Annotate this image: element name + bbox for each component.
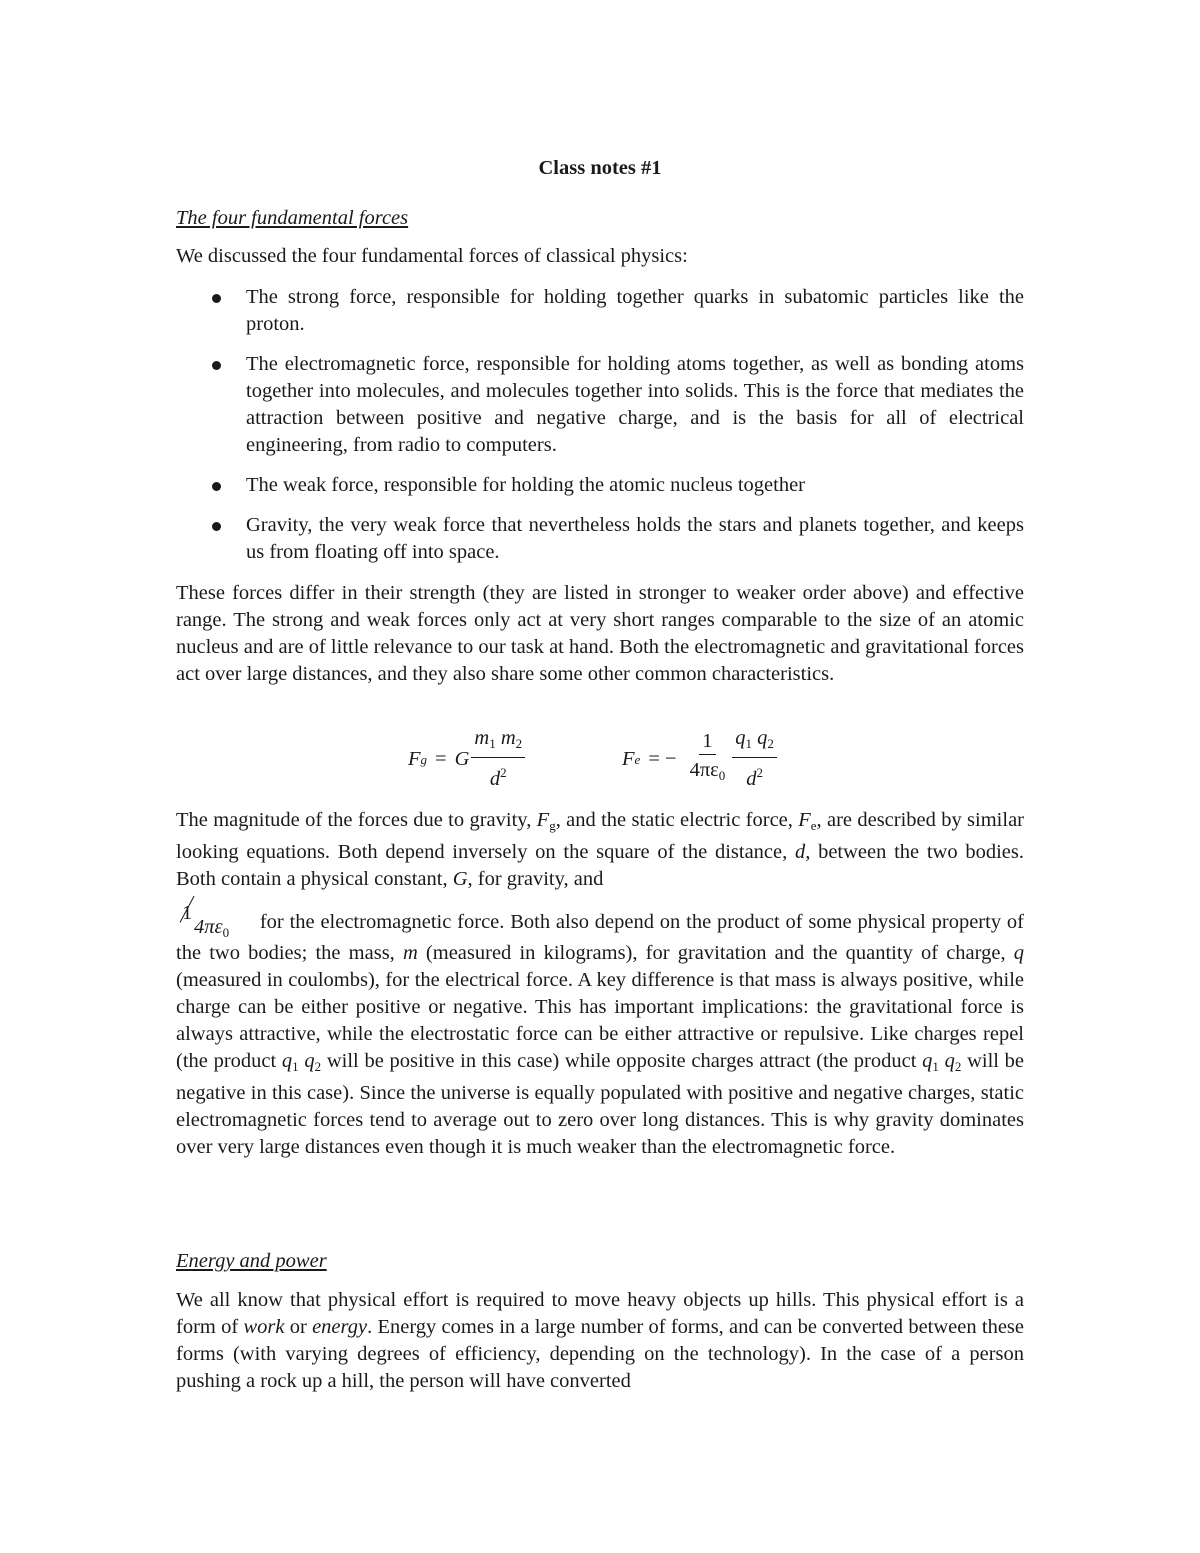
inverse-4pi-epsilon-fraction: 1 $4\pi\varepsilon_0$ [176,906,254,940]
bullet-icon [212,294,221,303]
section-heading-energy: Energy and power [176,1250,327,1272]
bullet-icon [212,361,221,370]
list-item: The weak force, responsible for holding the atomic nucleus together [176,472,1024,499]
intro-paragraph: We discussed the four fundamental forces of classical physics: [176,245,688,267]
list-item: The electromagnetic force, responsible for holding atoms together, as well as bonding atoms together into molecules, and molecules together into solids. This is the force that mediates the attraction between positive and negative charge, and is the basis for all of electrical engineering, from radio to computers. [176,351,1024,459]
gravity-equation: F g = G $\frac{m_1 m_2}{d^2}$ [408,724,527,794]
forces-list [176,284,1024,579]
forces-comparison-paragraph: These forces differ in their strength (they are listed in stronger to weaker order above) and effective range. The strong and weak forces only act at very short ranges comparable to the size of an atomic nucleus and are of little relevance to our task at hand. Both the electromagnetic and gravitational forces act over large distances, and they also share some other common characteristics. [176,582,1024,685]
bullet-icon [212,522,221,531]
energy-paragraph: We all know that physical effort is required to move heavy objects up hills. This physical effort is a form of work or energy. Energy comes in a large number of forms, and can be converted between these forms (with varying degrees of efficiency, depending on the technology). In the case of a person pushing a rock up a hill, the person will have converted [176,1289,1024,1392]
section-heading-forces: The four fundamental forces [176,207,409,229]
coulomb-equation: F e = − $\frac{1}{4\pi\varepsilon_0}$ $\frac{q_1 q_2}{d^2}$ [622,724,779,794]
page-title: Class notes #1 [538,157,662,179]
list-item: The strong force, responsible for holding together quarks in subatomic particles like the proton. [176,284,1024,338]
forces-equations-paragraph: The magnitude of the forces due to gravity, Fg, and the static electric force, Fe, are described by similar looking equations. Both depend inversely on the square of the distance, d, between the two bodies. Both contain a physical constant, G, for gravity, and 1 $4\pi\varepsilon_0$ for the electromagnetic force. Both also depend on the product of some physical property of the two bodies; the mass, m (measured in kilograms), for gravitation and the quantity of charge, q (measured in coulombs), for the electrical force. A key difference is that mass is always positive, while charge can be either positive or negative. This has important implications: the gravitational force is always attractive, while the electrostatic force can be either attractive or repulsive. Like charges repel (the product $q_1$ $q_2$ will be positive in this case) while opposite charges attract (the product $q_1$ $q_2$ will be negative in this case). Since the universe is equally populated with positive and negative charges, static electromagnetic forces tend to average out to zero over long distances. This is why gravity dominates over very large distances even though it is much weaker than the electromagnetic force. [176,809,1025,1158]
bullet-icon [212,482,221,491]
list-item: Gravity, the very weak force that nevertheless holds the stars and planets together, and keeps us from floating off into space. [176,512,1024,566]
equations [176,724,1024,794]
